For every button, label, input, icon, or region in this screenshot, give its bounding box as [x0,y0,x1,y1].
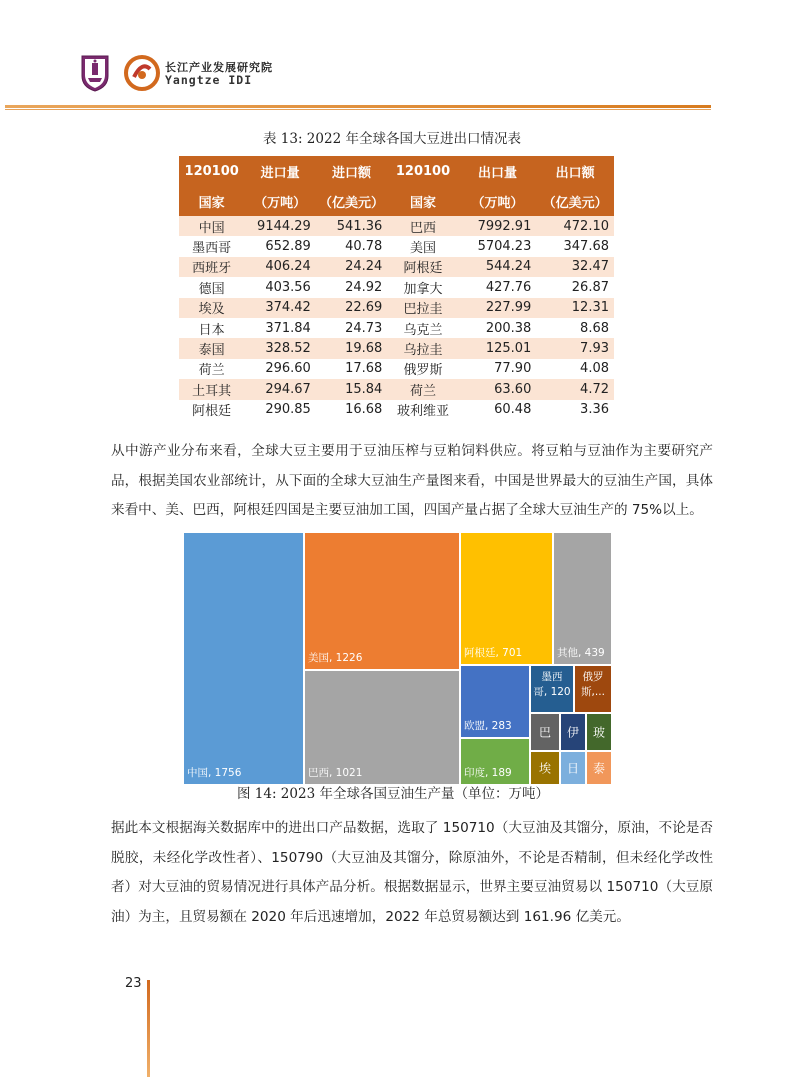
value-cell: 294.67 [244,379,315,399]
org-name-cn: 长江产业发展研究院 [165,61,273,74]
value-cell: 16.68 [316,400,387,420]
value-cell: 60.48 [459,400,537,420]
treemap-label: 印度, 189 [464,767,512,779]
yangtze-idi-logo-icon [124,55,160,91]
treemap-label: 巴 [538,725,551,740]
paragraph-text: 据此本文根据海关数据库中的进出口产品数据，选取了 150710（大豆油及其馏分，原油，不论是否脱胶，未经化学改性者）、150790（大豆油及其馏分，除原油外，不论是否精制，但未经化学改性者）对大豆油的贸易情况进行具体产品分析。根据数据显示，世界主要豆油贸易以 150710（大豆原油）为主，且贸易额在 2020 年后迅速增加，2022 年总贸易额达到 161.96 亿美元。 [111,820,713,925]
header-divider [5,105,711,108]
country-cell: 乌克兰 [387,318,458,338]
value-cell: 7.93 [536,338,614,358]
value-cell: 15.84 [316,379,387,399]
country-cell: 巴拉圭 [387,298,458,318]
paragraph-1 [83,437,713,526]
table-row [179,216,614,236]
country-cell: 泰国 [179,338,244,358]
country-cell: 土耳其 [179,379,244,399]
value-cell: 296.60 [244,359,315,379]
treemap-label: 埃 [538,761,551,776]
table-header-cell: 进口额 [316,156,387,186]
value-cell: 40.78 [316,236,387,256]
treemap-cell [460,738,530,785]
treemap-label: 欧盟, 283 [464,720,512,732]
country-cell: 阿根廷 [387,257,458,277]
treemap-cell [530,665,574,713]
country-cell: 玻利维亚 [387,400,458,420]
value-cell: 472.10 [536,216,614,236]
paragraph-text: 从中游产业分布来看，全球大豆主要用于豆油压榨与豆粕饲料供应。将豆粕与豆油作为主要研究产品，根据美国农业部统计，从下面的全球大豆油生产量图来看，中国是世界最大的豆油生产国，具体来看中、美、巴西，阿根廷四国是主要豆油加工国，四国产量占据了全球大豆油生产的 75%以上。 [111,443,713,518]
value-cell: 406.24 [244,257,315,277]
value-cell: 32.47 [536,257,614,277]
table-header-cell: 120100 [179,156,244,186]
table-header-cell: 120100 [387,156,458,186]
treemap-cell [586,751,612,785]
country-cell: 埃及 [179,298,244,318]
org-name-en: Yangtze IDI [165,73,253,87]
country-cell: 乌拉圭 [387,338,458,358]
table-header-row [179,156,614,186]
value-cell: 8.68 [536,318,614,338]
value-cell: 200.38 [459,318,537,338]
value-cell: 328.52 [244,338,315,358]
treemap-cell [460,532,553,665]
value-cell: 17.68 [316,359,387,379]
treemap-label: 伊 [566,725,579,740]
treemap-cell [553,532,612,665]
treemap-cell [560,751,586,785]
treemap-cell [304,532,460,670]
table-row [179,298,614,318]
table-header-cell: （亿美元） [316,186,387,216]
treemap-cell [304,670,460,785]
value-cell: 24.24 [316,257,387,277]
treemap-label: 玻 [592,725,605,740]
treemap-label: 泰 [592,761,605,776]
table-row [179,400,614,420]
table-header-row [179,186,614,216]
treemap-label: 巴西, 1021 [308,767,363,779]
table-header-cell: 出口额 [536,156,614,186]
treemap-cell [574,665,612,713]
value-cell: 26.87 [536,277,614,297]
value-cell: 4.72 [536,379,614,399]
table-header-cell: （万吨） [459,186,537,216]
value-cell: 125.01 [459,338,537,358]
treemap-label: 日 [566,761,579,776]
table-row [179,318,614,338]
table-header-cell: 国家 [387,186,458,216]
country-cell: 阿根廷 [179,400,244,420]
table-row [179,257,614,277]
soybean-oil-treemap [183,532,612,785]
value-cell: 77.90 [459,359,537,379]
country-cell: 日本 [179,318,244,338]
treemap-cell [460,665,530,738]
table-header-cell: （万吨） [244,186,315,216]
value-cell: 652.89 [244,236,315,256]
treemap-cell [586,713,612,751]
value-cell: 5704.23 [459,236,537,256]
country-cell: 加拿大 [387,277,458,297]
treemap-cell [530,751,560,785]
country-cell: 中国 [179,216,244,236]
table-row [179,236,614,256]
country-cell: 墨西哥 [179,236,244,256]
country-cell: 荷兰 [179,359,244,379]
university-crest-icon [80,54,110,92]
value-cell: 371.84 [244,318,315,338]
country-cell: 德国 [179,277,244,297]
country-cell: 俄罗斯 [387,359,458,379]
value-cell: 3.36 [536,400,614,420]
treemap-label: 中国, 1756 [187,767,242,779]
table-row [179,277,614,297]
table-header-cell: 出口量 [459,156,537,186]
treemap-cell [530,713,560,751]
value-cell: 227.99 [459,298,537,318]
value-cell: 290.85 [244,400,315,420]
value-cell: 427.76 [459,277,537,297]
value-cell: 22.69 [316,298,387,318]
table-row [179,338,614,358]
soybean-trade-table [179,156,614,420]
treemap-label: 墨西 哥, 120 [533,671,571,698]
treemap-label: 其他, 439 [557,647,605,659]
value-cell: 541.36 [316,216,387,236]
treemap-label: 美国, 1226 [308,652,363,664]
paragraph-2 [83,814,713,932]
value-cell: 24.73 [316,318,387,338]
treemap-cell [560,713,586,751]
country-cell: 西班牙 [179,257,244,277]
country-cell: 美国 [387,236,458,256]
table-caption: 表 13: 2022 年全球各国大豆进出口情况表 [263,131,521,147]
table-row [179,379,614,399]
value-cell: 9144.29 [244,216,315,236]
table-header-cell: 进口量 [244,156,315,186]
page-number: 23 [125,976,142,991]
value-cell: 19.68 [316,338,387,358]
value-cell: 12.31 [536,298,614,318]
footer-accent-bar [147,980,150,1077]
value-cell: 7992.91 [459,216,537,236]
value-cell: 403.56 [244,277,315,297]
value-cell: 374.42 [244,298,315,318]
table-row [179,359,614,379]
chart-caption: 图 14: 2023 年全球各国豆油生产量（单位：万吨） [237,786,549,802]
value-cell: 4.08 [536,359,614,379]
table-header-cell: （亿美元） [536,186,614,216]
value-cell: 347.68 [536,236,614,256]
header-divider-thin [5,109,711,110]
treemap-cell [183,532,304,785]
table-header-cell: 国家 [179,186,244,216]
value-cell: 63.60 [459,379,537,399]
page-header [0,0,793,112]
value-cell: 544.24 [459,257,537,277]
country-cell: 荷兰 [387,379,458,399]
country-cell: 巴西 [387,216,458,236]
value-cell: 24.92 [316,277,387,297]
treemap-label: 俄罗 斯,... [581,671,605,698]
treemap-label: 阿根廷, 701 [464,647,523,659]
